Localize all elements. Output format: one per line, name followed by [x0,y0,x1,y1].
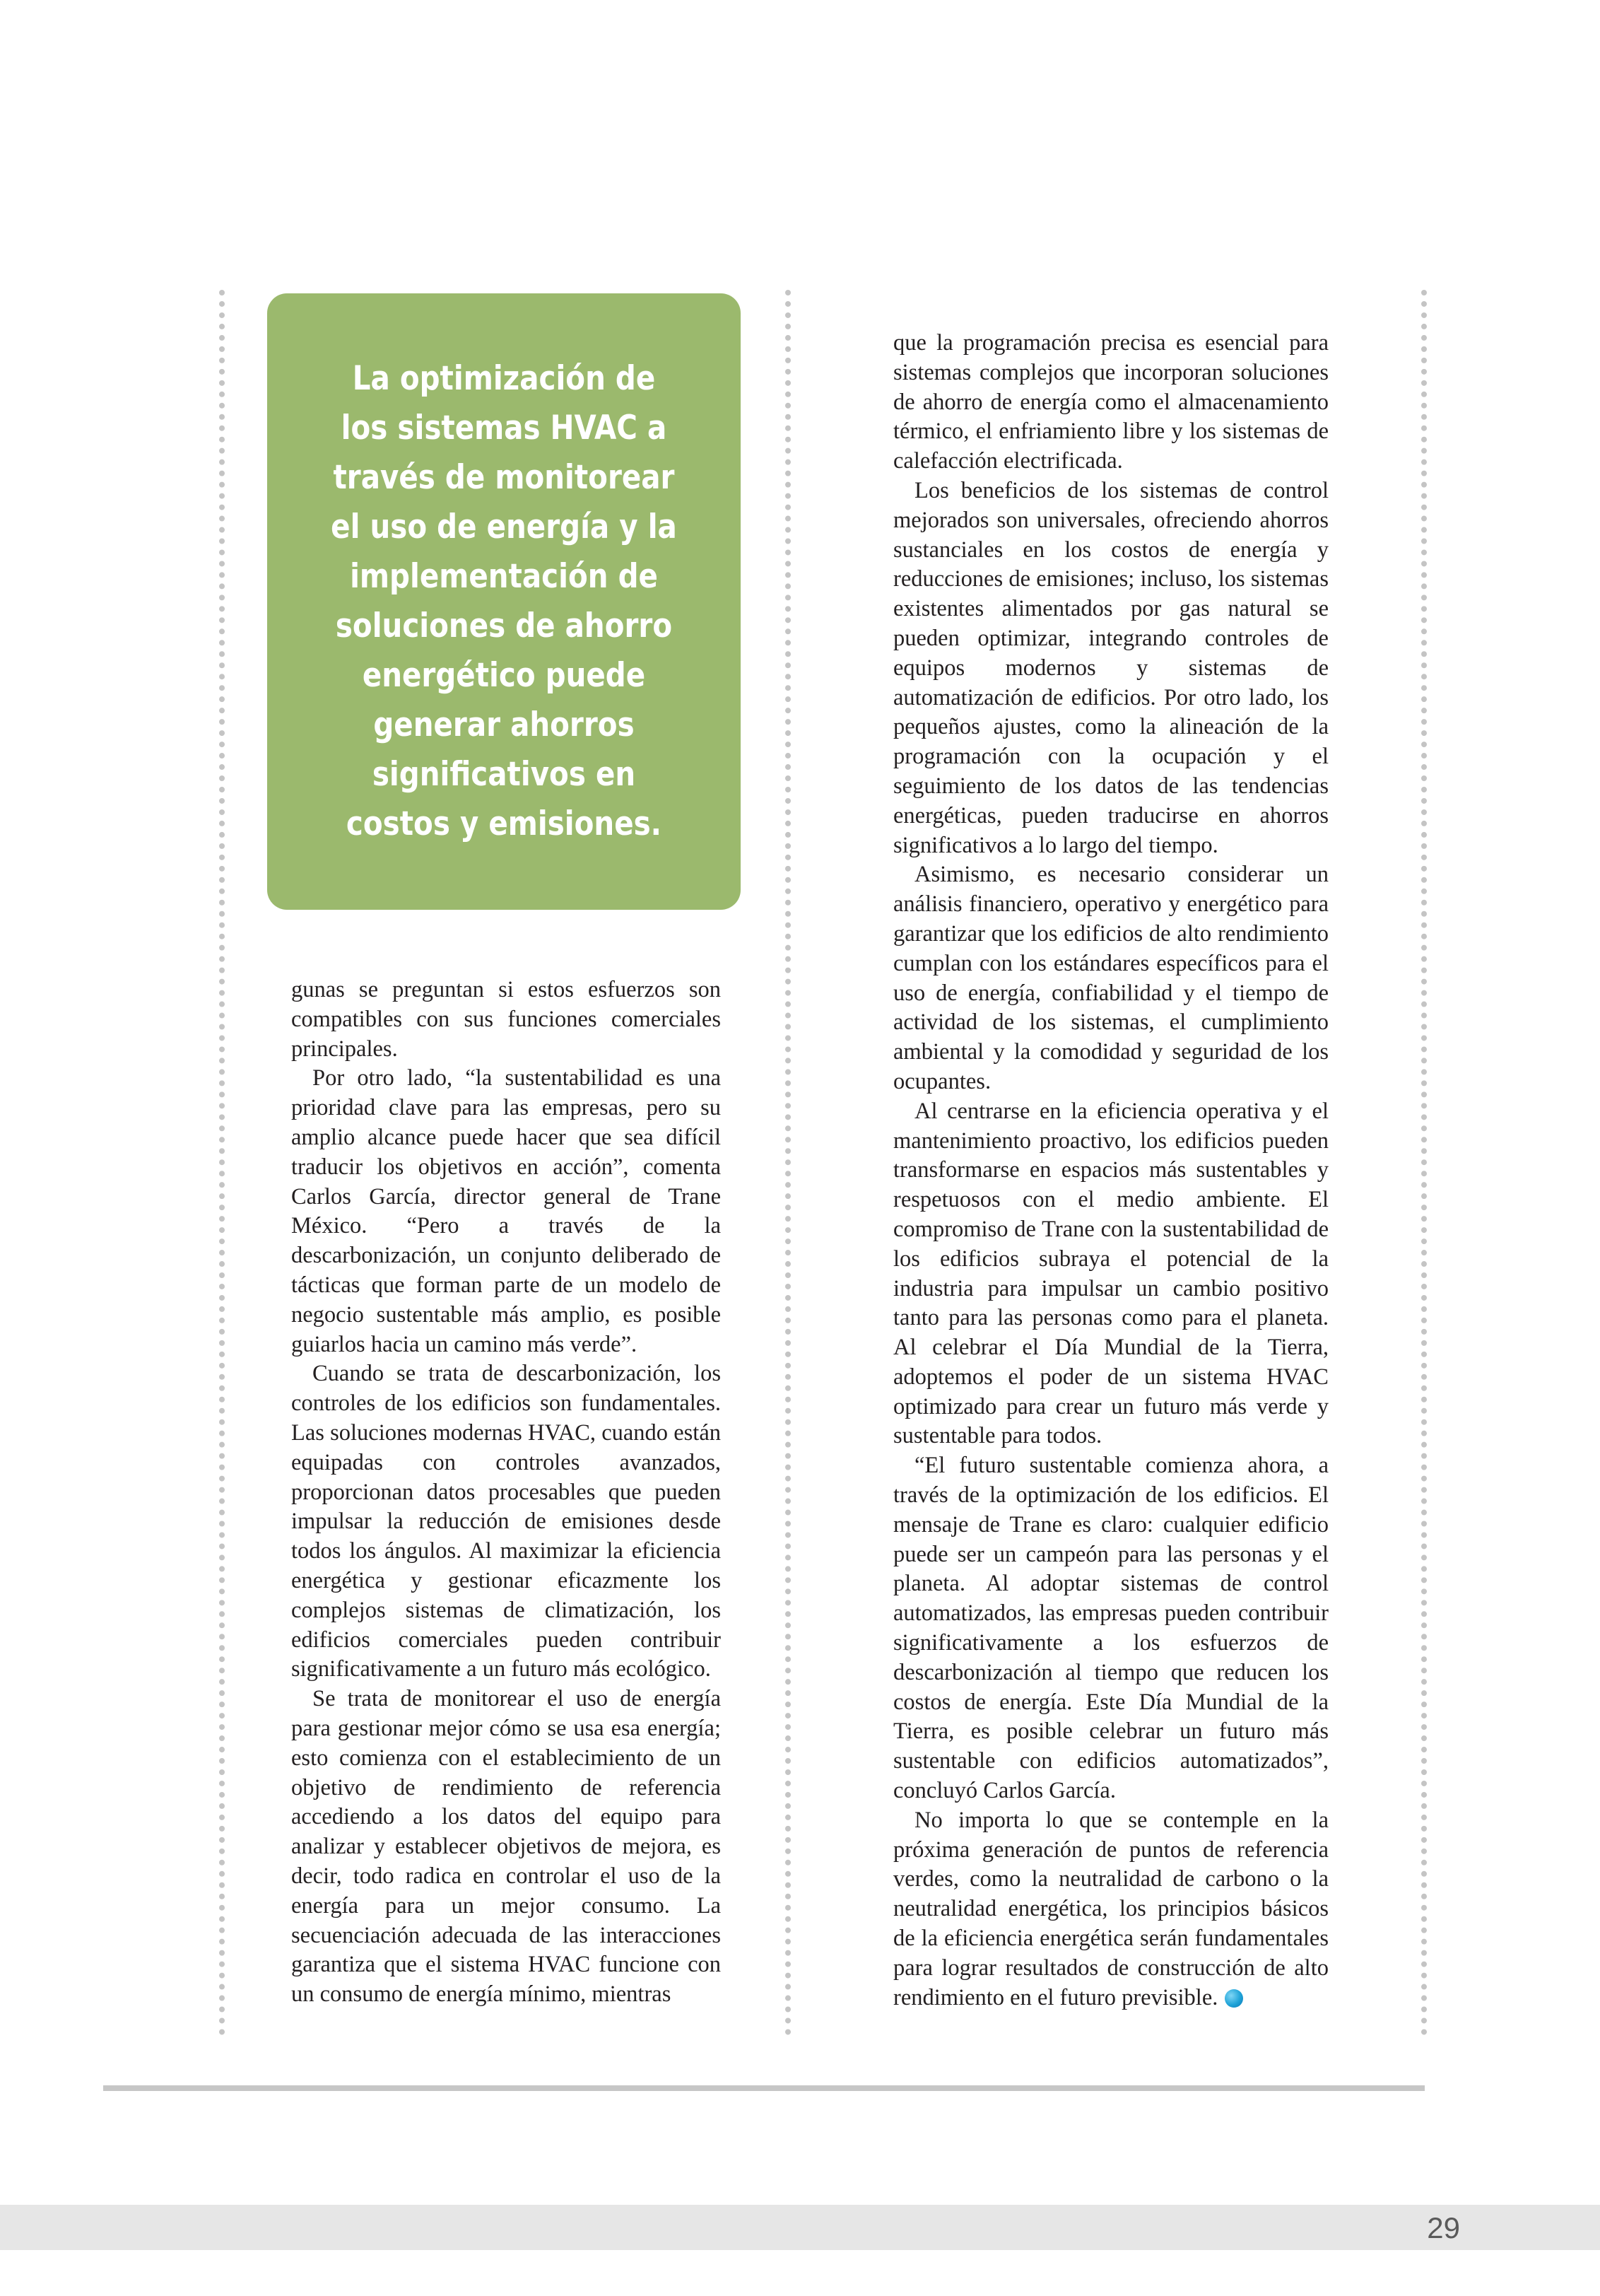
bottom-rule [103,2085,1425,2091]
paragraph: “El futuro sustentable comienza ahora, a través de la optimización de los edificios. El mensaje de Trane es claro: cualquier edificio puede ser un campeón para las personas y el planeta. Al adoptar sistemas de control automatizados, las empresas pueden contribuir significativamente a los esfuerzos de descarbonización al tiempo que reducen los costos de energía. Este Día Mundial de la Tierra, es posible celebrar un futuro más sustentable con edificios automatizados”, concluyó Carlos García. [893,1453,1329,1804]
paragraph: Cuando se trata de descarbonización, los controles de los edificios son fundamentales. Las soluciones modernas HVAC, cuando están equipadas con controles avanzados, proporcionan datos procesables que pueden impulsar la reducción de emisiones desde todos los ángulos. Al maximizar la eficiencia energética y gestionar eficazmente los complejos sistemas de climatización, los edificios comerciales pueden contribuir significativamente a un futuro más ecológico. [291,1361,721,1682]
paragraph-final [893,1806,1329,2013]
article-column-left [291,976,721,2010]
paragraph: gunas se preguntan si estos esfuerzos son compatibles con sus funciones comerciales principales. [291,977,721,1062]
article-column-right [893,329,1329,2013]
page-number: 29 [1427,2211,1460,2244]
paragraph: Al centrarse en la eficiencia operativa y el mantenimiento proactivo, los edificios pueden transformarse en espacios más sustentables y respetuosos con el medio ambiente. El compromiso de Trane con la sustentabilidad de los edificios subraya el potencial de la industria para impulsar un cambio positivo tanto para las personas como para el planeta. Al celebrar el Día Mundial de la Tierra, adoptemos el poder de un sistema HVAC optimizado para crear un futuro más verde y sustentable para todos. [893,1098,1329,1449]
dotted-divider-middle [785,290,791,2036]
dotted-divider-left [219,290,225,2036]
pull-quote-box [267,293,741,910]
paragraph: Se trata de monitorear el uso de energía para gestionar mejor cómo se usa esa energía; esto comienza con el establecimiento de un objetivo de rendimiento de referencia accediendo a los datos del equipo para analizar y establecer objetivos de mejora, es decir, todo radica en controlar el uso de la energía para un mejor consumo. La secuenciación adecuada de las interacciones garantiza que el sistema HVAC funcione con un consumo de energía mínimo, mientras [291,1686,721,2008]
paragraph-final-text: No importa lo que se contemple en la próxima generación de puntos de referencia verdes, como la neutralidad de carbono o la neutralidad energética, los principios básicos de la eficiencia energética serán fundamentales para lograr resultados de construcción de alto rendimiento en el futuro previsible. [893,1807,1329,2010]
paragraph: Por otro lado, “la sustentabilidad es una prioridad clave para las empresas, pero su amplio alcance puede hacer que sea difícil traducir los objetivos en acción”, comenta Carlos García, director general de Trane México. “Pero a través de la descarbonización, un conjunto deliberado de tácticas que forman parte de un modelo de negocio sustentable más amplio, es posible guiarlos hacia un camino más verde”. [291,1065,721,1357]
pull-quote-text: La optimización de los sistemas HVAC a través de monitorear el uso de energía y la implementación de soluciones de ahorro energético puede generar ahorros significativos en costos y emisiones. [331,359,677,843]
paragraph: Asimismo, es necesario considerar un análisis financiero, operativo y energético para garantizar que los edificios de alto rendimiento cumplan con los estándares específicos para el uso de energía, confiabilidad y el tiempo de actividad de los sistemas, el cumplimiento ambiental y la comodidad y seguridad de los ocupantes. [893,862,1329,1094]
dotted-divider-right [1421,290,1427,2036]
footer-band [0,2205,1600,2250]
paragraph: Los beneficios de los sistemas de control mejorados son universales, ofreciendo ahorros sustanciales en los costos de energía y reducciones de emisiones; incluso, los sistemas existentes alimentados por gas natural se pueden optimizar, integrando controles de equipos modernos y sistemas de automatización de edificios. Por otro lado, los pequeños ajustes, como la alineación de la programación con la ocupación y el seguimiento de los datos de las tendencias energéticas, pueden traducirse en ahorros significativos a lo largo del tiempo. [893,477,1329,858]
end-mark-icon [1225,1989,1243,2008]
paragraph: que la programación precisa es esencial para sistemas complejos que incorporan soluciones de ahorro de energía como el almacenamiento térmico, el enfriamiento libre y los sistemas de calefacción electrificada. [893,330,1329,474]
